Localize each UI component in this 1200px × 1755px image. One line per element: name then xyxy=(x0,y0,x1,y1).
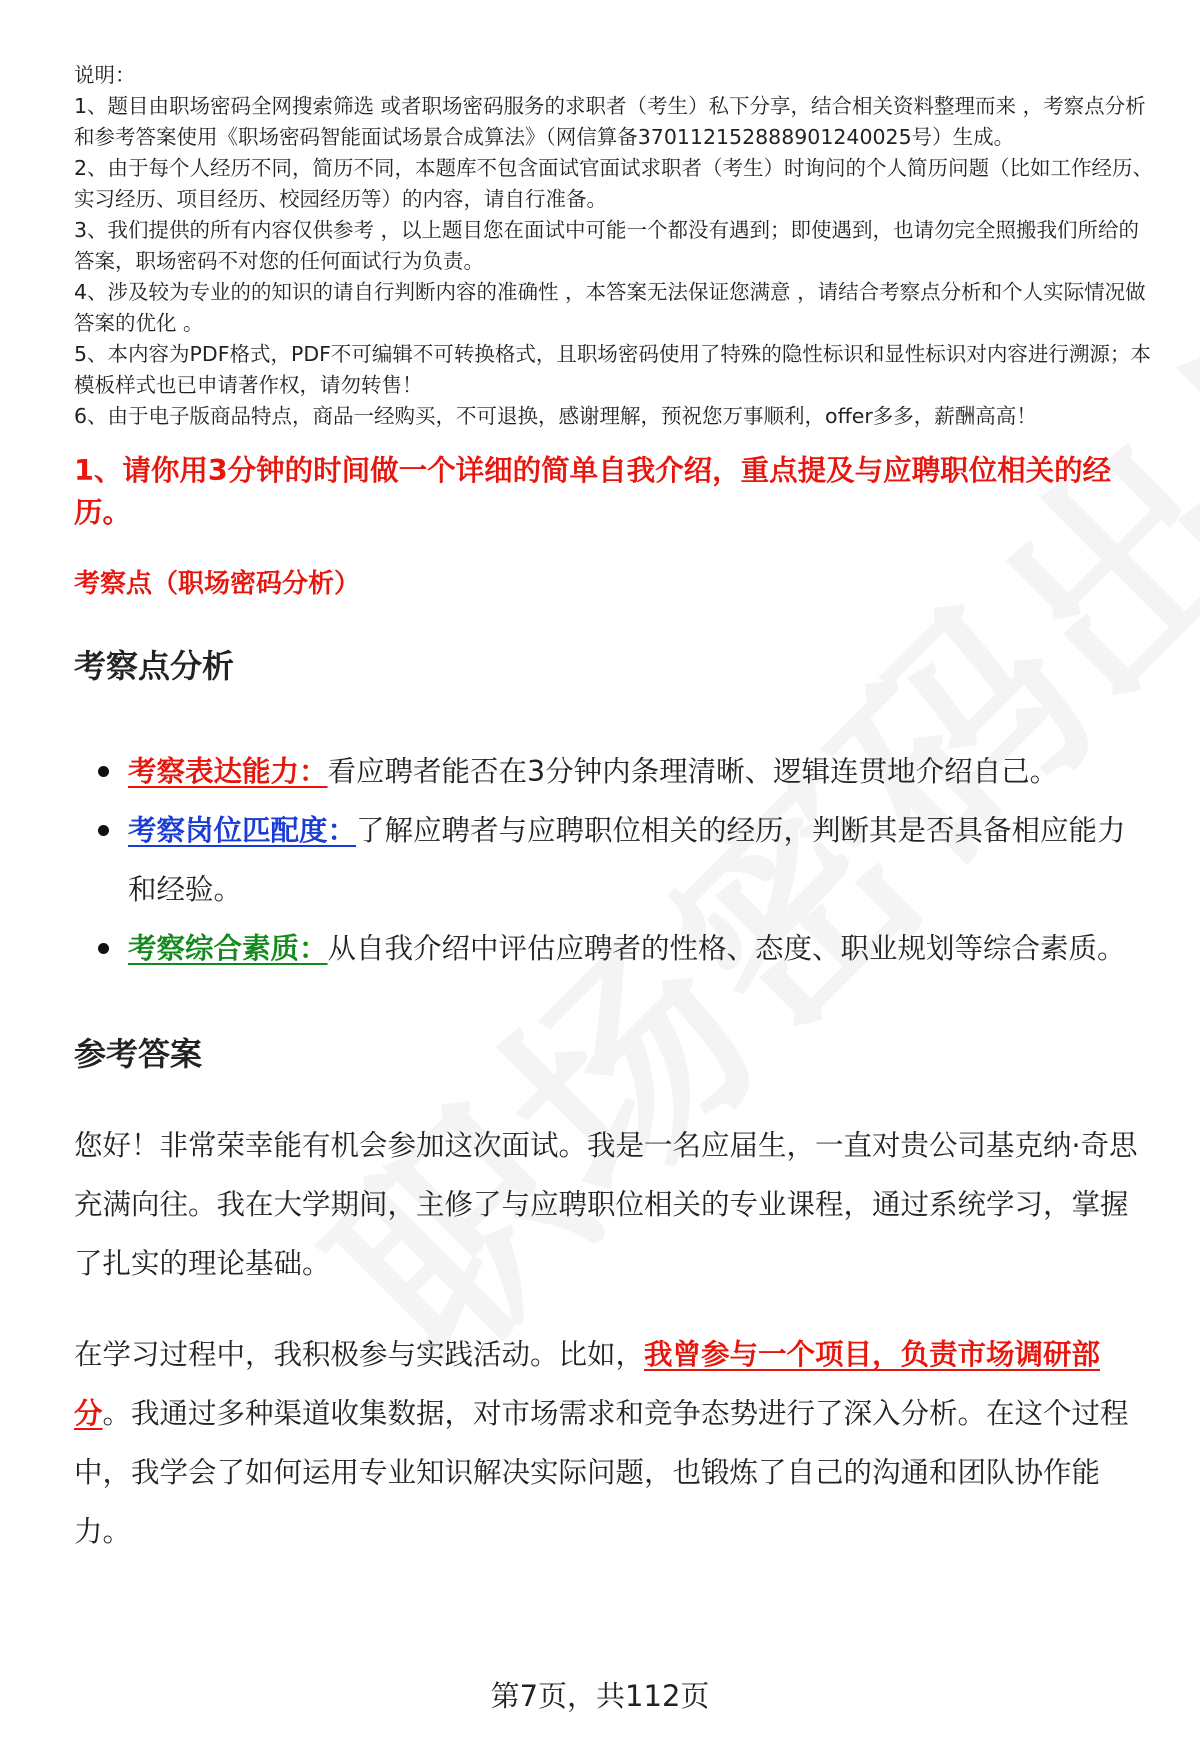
note-item: 3、我们提供的所有内容仅供参考 ，以上题目您在面试中可能一个都没有遇到；即使遇到，也请勿完全照搬我们所给的答案，职场密码不对您的任何面试行为负责。 xyxy=(74,218,1140,273)
analysis-subhead: 考察点（职场密码分析） xyxy=(74,569,361,599)
point-label: 考察表达能力： xyxy=(128,755,328,788)
answer-text: 。我通过多种渠道收集数据，对市场需求和竞争态势进行了深入分析。在这个过程中，我学会了如何运用专业知识解决实际问题，也锻炼了自己的沟通和团队协作能力。 xyxy=(74,1397,1129,1548)
point-label: 考察岗位匹配度： xyxy=(128,814,357,847)
bullet-icon xyxy=(98,766,109,777)
document-page xyxy=(74,60,1154,1561)
answer-section-title: 参考答案 xyxy=(74,1035,203,1073)
bullet-icon xyxy=(98,943,109,954)
question-title: 1、请你用3分钟的时间做一个详细的简单自我介绍，重点提及与应聘职位相关的经历。 xyxy=(74,454,1112,529)
notes-heading: 说明： xyxy=(74,63,136,87)
note-item: 6、由于电子版商品特点，商品一经购买，不可退换，感谢理解，预祝您万事顺利，offer多多，薪酬高高！ xyxy=(74,404,1037,428)
answer-paragraph xyxy=(74,1325,1154,1561)
point-text: 了解应聘者与应聘职位相关的经历，判断其是否具备相应能力和经验。 xyxy=(128,814,1126,906)
analysis-point xyxy=(74,742,1154,801)
bullet-icon xyxy=(98,825,109,836)
answer-highlight: 我曾参与一个项目，负责市场调研部分 xyxy=(74,1338,1101,1430)
page-number: 第7页，共112页 xyxy=(490,1679,710,1713)
analysis-section-title: 考察点分析 xyxy=(74,647,235,685)
analysis-point xyxy=(74,801,1154,919)
note-item: 1、题目由职场密码全网搜索筛选 或者职场密码服务的求职者（考生）私下分享，结合相关资料整理而来 ，考察点分析和参考答案使用《职场密码智能面试场景合成算法》（网信算备370112152888901240025号）生成。 xyxy=(74,94,1146,149)
answer-text: 在学习过程中，我积极参与实践活动。比如， xyxy=(74,1338,645,1371)
notes-block xyxy=(74,60,1154,432)
note-item: 5、本内容为PDF格式，PDF不可编辑不可转换格式，且职场密码使用了特殊的隐性标识和显性标识对内容进行溯源；本模板样式也已申请著作权，请勿转售！ xyxy=(74,342,1151,397)
point-text: 看应聘者能否在3分钟内条理清晰、逻辑连贯地介绍自己。 xyxy=(327,755,1059,788)
point-text: 从自我介绍中评估应聘者的性格、态度、职业规划等综合素质。 xyxy=(327,932,1126,965)
point-label: 考察综合素质： xyxy=(128,932,328,965)
note-item: 4、涉及较为专业的的知识的请自行判断内容的准确性 ，本答案无法保证您满意 ，请结合考察点分析和个人实际情况做答案的优化 。 xyxy=(74,280,1146,335)
analysis-points xyxy=(74,742,1154,978)
answer-paragraph: 您好！非常荣幸能有机会参加这次面试。我是一名应届生，一直对贵公司基克纳·奇思充满向往。我在大学期间，主修了与应聘职位相关的专业课程，通过系统学习，掌握了扎实的理论基础。 xyxy=(74,1129,1138,1280)
note-item: 2、由于每个人经历不同，简历不同，本题库不包含面试官面试求职者（考生）时询问的个人简历问题（比如工作经历、实习经历、项目经历、校园经历等）的内容，请自行准备。 xyxy=(74,156,1154,211)
analysis-point xyxy=(74,919,1154,978)
